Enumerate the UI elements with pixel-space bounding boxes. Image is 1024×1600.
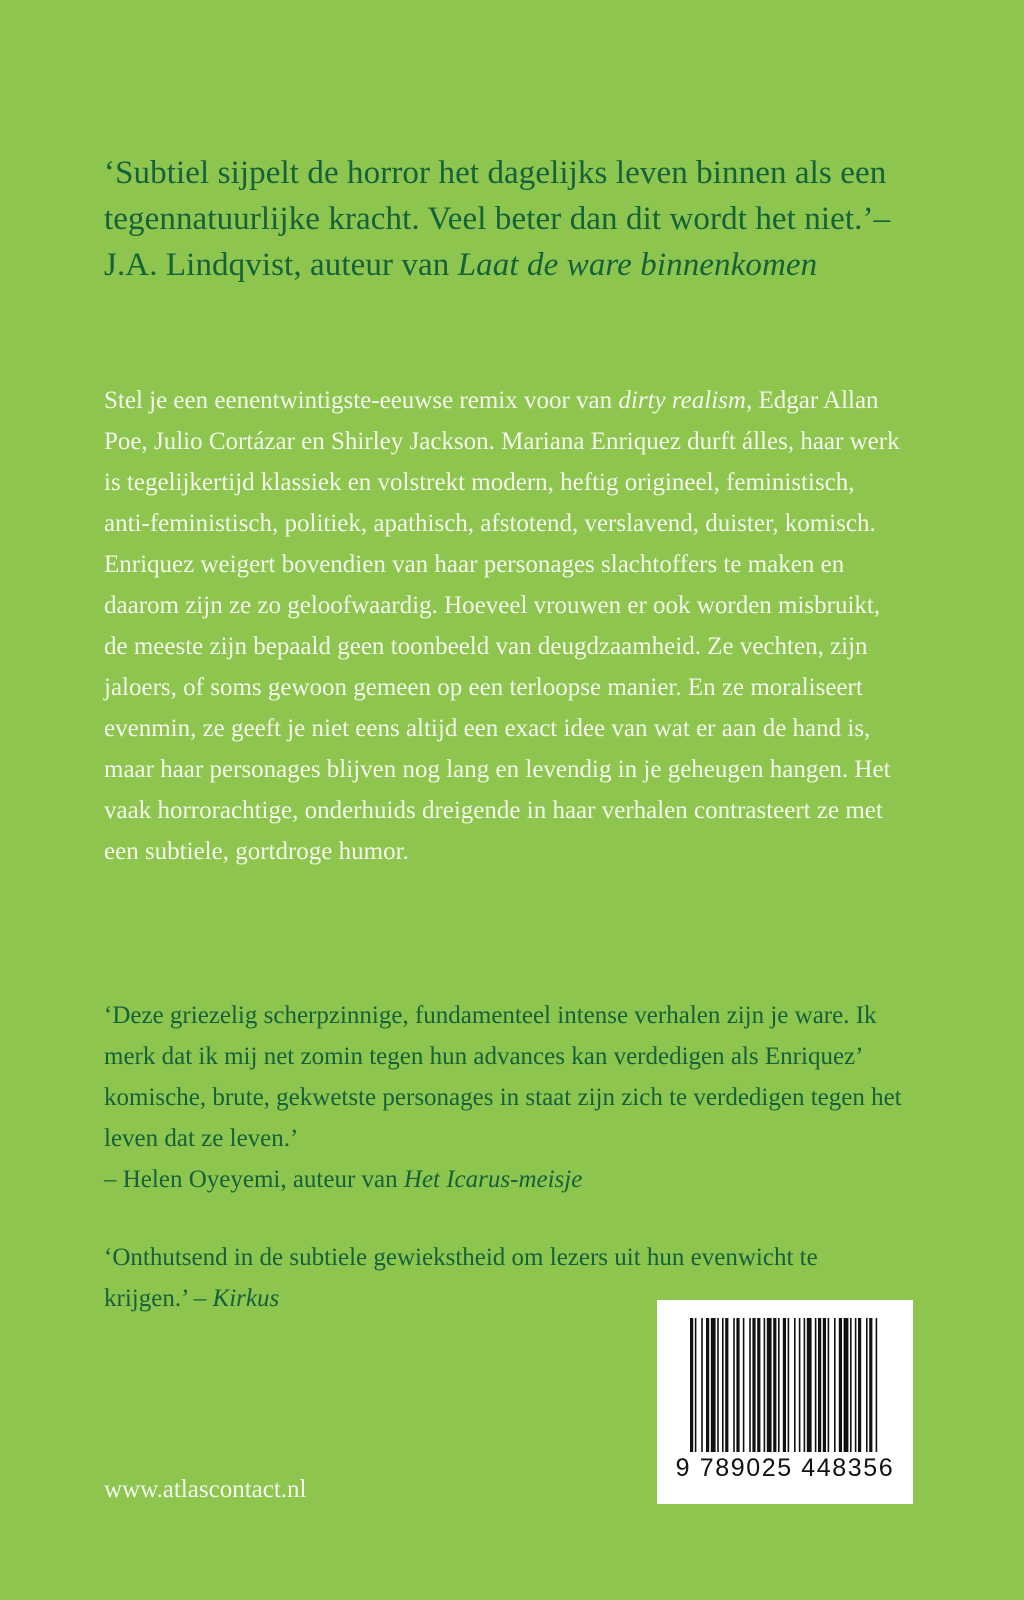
barcode-bar [844,1318,849,1452]
barcode-bar [752,1318,755,1452]
isbn-digits: 9 789025 448356 [675,1454,895,1482]
barcode-bar [788,1318,790,1452]
barcode-bar [834,1318,836,1452]
barcode-bar [823,1318,826,1452]
middle-review-quote [104,995,904,1200]
barcode-bar [876,1318,878,1452]
barcode-bar [695,1318,697,1452]
publisher-website[interactable]: www.atlascontact.nl [104,1476,307,1503]
barcode-bar [722,1318,724,1452]
barcode-bar [794,1318,796,1452]
barcode-bar [706,1318,709,1452]
blurb-p1-text: Stel je een eenentwintigste-eeuwse remix voor van [104,387,619,414]
blurb-p1-text-after: , Edgar Allan Poe, Julio Cortázar en Shirley Jackson. Mariana Enriquez durft álles, haar werk is tegelijkertijd klassiek en volstrekt modern, heftig origineel, feministisch, anti-feministisch, politiek, apathisch, afstotend, verslavend, duister, komisch. [104,387,900,537]
barcode-bar [767,1318,772,1452]
barcode-bar [858,1318,861,1452]
blurb-p1-italic: dirty realism [618,387,746,414]
barcode-bar [736,1318,739,1452]
barcode-bars [690,1318,880,1452]
bottom-quote-text: ‘Onthutsend in de subtiele gewiekstheid om lezers uit hun evenwicht te krijgen.’ – [104,1244,818,1312]
barcode-bar [690,1318,693,1452]
bottom-quote-source: Kirkus [212,1285,280,1312]
blurb [104,380,904,872]
barcode-bar [749,1318,751,1452]
top-review-quote [104,150,904,288]
middle-quote-author: – Helen Oyeyemi, auteur van [104,1166,404,1193]
barcode-bar [733,1318,735,1452]
isbn-barcode [657,1300,913,1504]
barcode-bar [804,1318,806,1452]
barcode-bar [815,1318,817,1452]
middle-quote-text: ‘Deze griezelig scherpzinnige, fundamenteel intense verhalen zijn je ware. Ik merk dat ik mij net zomin tegen hun advances kan verdedigen als Enriquez’ komische, brute, gekwetste personages in staat zijn zich te verdedigen tegen het leven dat ze leven.’ [104,1002,902,1152]
barcode-bar [743,1318,745,1452]
blurb-paragraph-1 [104,380,904,544]
blurb-paragraph-2: Enriquez weigert bovendien van haar personages slachtoffers te maken en daarom zijn ze zo geloofwaardig. Hoeveel vrouwen er ook worden misbruikt, de meeste zijn bepaald geen toonbeeld van deugdzaamheid. Ze vechten, zijn jaloers, of soms gewoon gemeen op een terloopse manier. En ze moraliseert evenmin, ze geeft je niet eens altijd een exact idee van wat er aan de hand is, maar haar personages blijven nog lang en levendig in je geheugen hangen. Het vaak horrorachtige, onderhuids dreigende in haar verhalen contrasteert ze met een subtiele, gortdroge humor. [104,551,891,865]
barcode-bar [855,1318,857,1452]
barcode-bar [866,1318,868,1452]
barcode-bar [869,1318,872,1452]
barcode-bar [778,1318,780,1452]
barcode-bar [717,1318,719,1452]
top-quote-book-title: Laat de ware binnenkomen [457,247,818,283]
barcode-bar [783,1318,786,1452]
barcode-bar [799,1318,801,1452]
barcode-bar [757,1318,760,1452]
barcode-bar [850,1318,852,1452]
barcode-bar [807,1318,812,1452]
middle-quote-book-title: Het Icarus-meisje [403,1166,583,1193]
barcode-bar [711,1318,716,1452]
barcode-bar [725,1318,728,1452]
top-quote-text: ‘Subtiel sijpelt de horror het dagelijks leven binnen als een tegennatuurlijke kracht. Veel beter dan dit wordt het niet.’– J.A. Lindqvist, auteur van [104,155,891,283]
middle-quote-attribution [104,1159,904,1200]
barcode-bar [818,1318,821,1452]
barcode-bar [839,1318,842,1452]
barcode-bar [701,1318,703,1452]
barcode-bar [764,1318,766,1452]
barcode-bar [773,1318,776,1452]
barcode-bar [828,1318,830,1452]
